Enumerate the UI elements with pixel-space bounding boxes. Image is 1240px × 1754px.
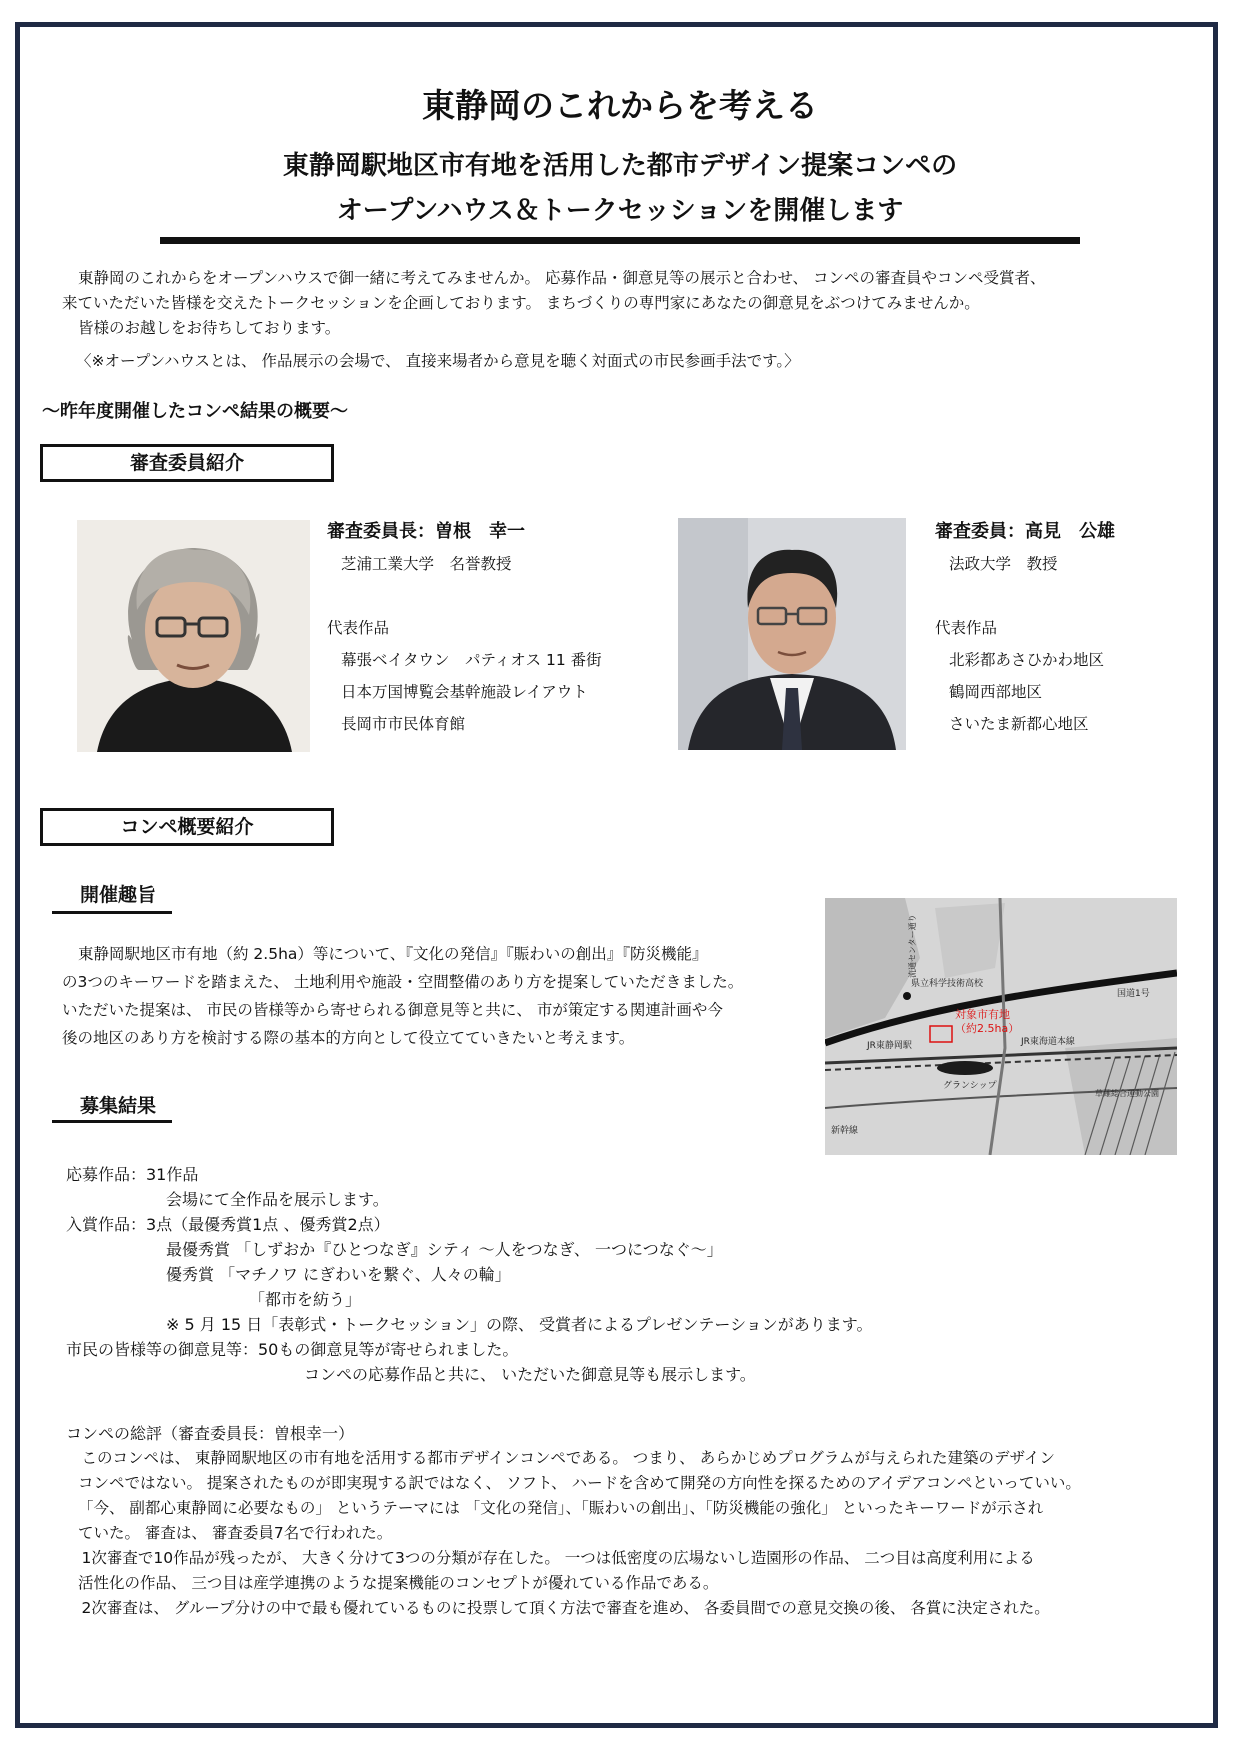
results-entries: 応募作品：31作品	[66, 1165, 199, 1184]
review-heading: コンペの総評（審査委員長：曽根幸一）	[66, 1424, 355, 1443]
map-label-school: 県立科学技術高校	[911, 979, 984, 989]
results-list	[66, 1162, 873, 1387]
results-heading: 募集結果	[80, 1095, 157, 1117]
map-label-road: 国道1号	[1117, 989, 1150, 999]
map-label-area: （約2.5ha）	[955, 1022, 1020, 1035]
purpose-line: いただいた提案は、 市民の皆様等から寄せられる御意見等と共に、 市が策定する関連計画や今	[62, 1001, 723, 1019]
contest-section-heading: コンペ概要紹介	[40, 808, 334, 846]
judge2-affiliation: 法政大学 教授	[949, 555, 1058, 573]
map-label-shinkansen: 新幹線	[831, 1126, 859, 1136]
purpose-line: 東静岡駅地区市有地（約 2.5ha）等について、『文化の発信』『賑わいの創出』『防災機能』	[78, 945, 708, 963]
purpose-heading: 開催趣旨	[80, 884, 157, 906]
map-label-center: 草薙総合運動公園	[1095, 1089, 1159, 1098]
results-award-3: 「都市を紡う」	[249, 1290, 362, 1309]
judge1-work: 幕張ベイタウン パティオス 11 番街	[341, 651, 602, 669]
results-awards: 入賞作品：3点（最優秀賞1点 、優秀賞2点）	[66, 1215, 390, 1234]
page-subtitle-1: 東静岡駅地区市有地を活用した都市デザイン提案コンペの	[282, 151, 958, 181]
judge2-photo	[678, 518, 906, 750]
review-section	[66, 1421, 1176, 1621]
judge1-works-label: 代表作品	[327, 619, 390, 637]
judge2-works-label: 代表作品	[935, 619, 998, 637]
map-label-station: JR東静岡駅	[867, 1041, 912, 1051]
page-subtitle-2: オープンハウス＆トークセッションを開催します	[336, 196, 904, 226]
judge2-name: 審査委員：高見 公雄	[935, 521, 1115, 542]
review-line: 活性化の作品、 三つ目は産学連携のような提案機能のコンセプトが優れている作品である。	[78, 1574, 719, 1592]
intro-line-1: 東静岡のこれからをオープンハウスで御一緒に考えてみませんか。 応募作品・御意見等の展示と合わせ、 コンペの審査員やコンペ受賞者、	[78, 269, 1046, 287]
judge1-work: 日本万国博覧会基幹施設レイアウト	[341, 683, 588, 701]
results-opinions-note: コンペの応募作品と共に、 いただいた御意見等も展示します。	[304, 1365, 756, 1384]
intro-line-3: 皆様のお越しをお待ちしております。	[78, 319, 341, 337]
map-label-site: 対象市有地	[955, 1008, 1010, 1021]
purpose-underline	[52, 911, 172, 914]
judge1-work: 長岡市市民体育館	[341, 715, 466, 733]
site-map	[825, 898, 1177, 1155]
title-rule	[160, 237, 1080, 244]
results-entries-note: 会場にて全作品を展示します。	[166, 1190, 389, 1209]
judge2-work: 北彩都あさひかわ地区	[949, 651, 1105, 669]
purpose-line: 後の地区のあり方を検討する際の基本的方向として役立てていきたいと考えます。	[62, 1029, 635, 1047]
summary-heading: ～昨年度開催したコンペ結果の概要～	[42, 401, 348, 422]
judge1-photo	[77, 520, 310, 752]
review-line: 2次審査は、 グループ分けの中で最も優れているものに投票して頂く方法で審査を進め、 各委員間での意見交換の後、 各賞に決定された。	[66, 1599, 1050, 1617]
page-title: 東静岡のこれからを考える	[422, 86, 818, 125]
results-underline	[52, 1120, 172, 1123]
judge2-work: 鶴岡西部地区	[949, 683, 1043, 701]
results-opinions: 市民の皆様等の御意見等：50もの御意見等が寄せられました。	[66, 1340, 519, 1359]
judge1-affiliation: 芝浦工業大学 名誉教授	[341, 555, 512, 573]
judge2-info	[935, 516, 1115, 740]
review-line: 「今、 副都心東静岡に必要なもの」 というテーマには 「文化の発信」、「賑わいの創出」、「防災機能の強化」 といったキーワードが示され	[78, 1499, 1044, 1517]
judge1-portrait	[77, 520, 310, 752]
judge2-work: さいたま新都心地区	[949, 715, 1089, 733]
results-award-1: 最優秀賞 「しずおか『ひとつなぎ』シティ ～人をつなぎ、 一つにつなぐ～」	[166, 1240, 723, 1259]
review-line: このコンペは、 東静岡駅地区の市有地を活用する都市デザインコンペである。 つまり、 あらかじめプログラムが与えられた建築のデザイン	[66, 1449, 1055, 1467]
map-label-line: JR東海道本線	[1021, 1037, 1075, 1047]
judge1-name: 審査委員長：曽根 幸一	[327, 521, 525, 542]
map-label-granship: グランシップ	[943, 1081, 997, 1091]
purpose-text	[62, 940, 822, 1052]
purpose-line: の3つのキーワードを踏まえた、 土地利用や施設・空間整備のあり方を提案していただきました。	[62, 973, 744, 991]
review-line: コンペではない。 提案されたものが即実現する訳ではなく、 ソフト、 ハードを含めて開発の方向性を探るためのアイデアコンペといっていい。	[78, 1474, 1081, 1492]
judge2-portrait	[678, 518, 906, 750]
intro-line-2: 来ていただいた皆様を交えたトークセッションを企画しております。 まちづくりの専門家にあなたの御意見をぶつけてみませんか。	[62, 294, 980, 312]
results-award-2: 優秀賞 「マチノワ にぎわいを繋ぐ、人々の輪」	[166, 1265, 511, 1284]
results-award-note: ※ 5 月 15 日「表彰式・トークセッション」の際、 受賞者によるプレゼンテーションがあります。	[166, 1315, 873, 1334]
judge1-info	[327, 516, 602, 740]
intro-text	[62, 266, 1182, 374]
intro-note: 〈※オープンハウスとは、 作品展示の会場で、 直接来場者から意見を聴く対面式の市民参画手法です。〉	[76, 352, 800, 370]
review-line: ていた。 審査は、 審査委員7名で行われた。	[78, 1524, 393, 1542]
map-label-vertical: 流通センター通り	[908, 914, 917, 978]
review-line: 1次審査で10作品が残ったが、 大きく分けて3つの分類が存在した。 一つは低密度の広場ないし造園形の作品、 二つ目は高度利用による	[66, 1549, 1035, 1567]
judges-section-heading: 審査委員紹介	[40, 444, 334, 482]
site-map-graphic	[825, 898, 1177, 1155]
